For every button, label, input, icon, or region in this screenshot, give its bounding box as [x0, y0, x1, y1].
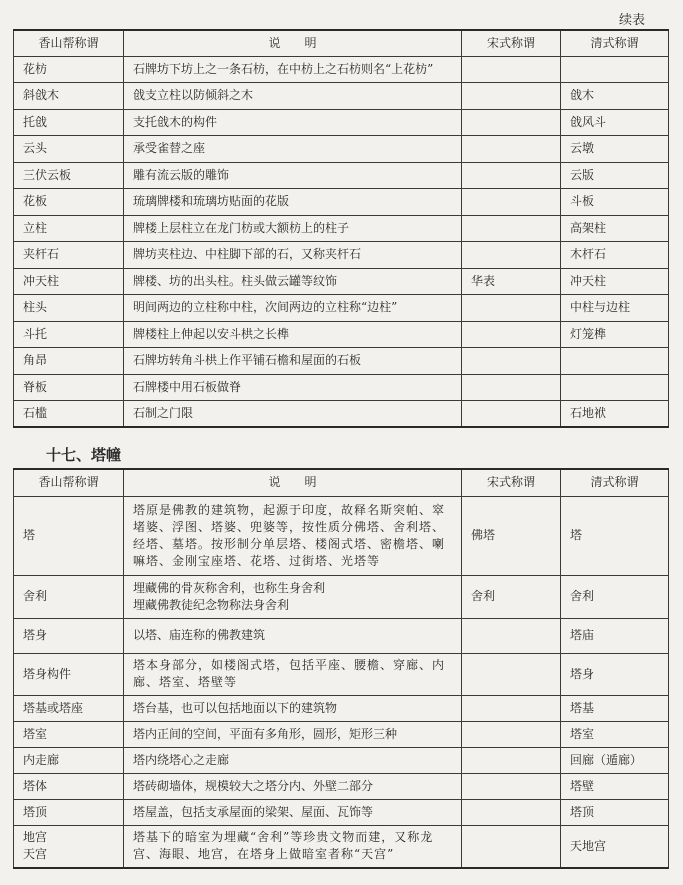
- cell-description: [124, 575, 462, 618]
- cell-qing: 塔顶: [561, 799, 669, 825]
- description-line: 塔台基，也可以包括地面以下的建筑物: [133, 700, 338, 715]
- cell-song: [462, 189, 561, 216]
- cell-term: 花枋: [14, 56, 124, 83]
- cell-qing: [561, 56, 669, 83]
- cell-song: [462, 162, 561, 189]
- header-xiangshan-term: 香山帮称谓: [14, 469, 124, 496]
- cell-qing: 塔室: [561, 721, 669, 747]
- cell-qing: 天地宫: [561, 825, 669, 868]
- table-row: [14, 721, 669, 747]
- cell-qing: 灯笼榫: [561, 321, 669, 348]
- terms-table-continued: [13, 29, 669, 428]
- cell-song: [462, 136, 561, 163]
- table-row: [14, 136, 669, 163]
- cell-qing: 石地袱: [561, 401, 669, 428]
- cell-song: [462, 721, 561, 747]
- description-line: 塔内正间的空间，平面有多角形，圆形，矩形三种: [133, 726, 398, 741]
- cell-description: [124, 773, 462, 799]
- cell-qing: 云版: [561, 162, 669, 189]
- cell-song: [462, 773, 561, 799]
- cell-term: 角昂: [14, 348, 124, 375]
- cell-term: 云头: [14, 136, 124, 163]
- cell-term: 塔基或塔座: [14, 695, 124, 721]
- table-row: [14, 773, 669, 799]
- continued-label: 续表: [618, 13, 645, 28]
- cell-description: [124, 618, 462, 653]
- table-row: [14, 496, 669, 575]
- cell-qing: 塔: [561, 496, 669, 575]
- cell-term: 花板: [14, 189, 124, 216]
- cell-qing: 云墩: [561, 136, 669, 163]
- cell-qing: 戗风斗: [561, 109, 669, 136]
- cell-qing: 塔庙: [561, 618, 669, 653]
- cell-term: 柱头: [14, 295, 124, 322]
- description-line: 塔内绕塔心之走廊: [133, 752, 230, 767]
- table-row: [14, 242, 669, 269]
- table-row: [14, 825, 669, 868]
- cell-term: 舍利: [14, 575, 124, 618]
- cell-description: [124, 496, 462, 575]
- description-line: 堵婆、浮图、塔婆、兜婆等，按性质分佛塔、舍利塔、: [133, 519, 446, 534]
- cell-description: 牌楼、坊的出头柱。柱头做云罐等纹饰: [124, 268, 462, 295]
- cell-term: 冲天柱: [14, 268, 124, 295]
- cell-description: 牌楼上层柱立在龙门枋或大额枋上的柱子: [124, 215, 462, 242]
- cell-term: 塔顶: [14, 799, 124, 825]
- cell-description: 支托戗木的构件: [124, 109, 462, 136]
- cell-qing: 高架柱: [561, 215, 669, 242]
- cell-description: 石牌坊下坊上之一条石枋，在中枋上之石枋则名“上花枋”: [124, 56, 462, 83]
- cell-term: 塔身构件: [14, 653, 124, 695]
- header-description: 说 明: [124, 469, 462, 496]
- description-line: 埋藏佛的骨灰称舍利，也称生身舍利: [133, 580, 326, 595]
- cell-term: 地宫 天宫: [14, 825, 124, 868]
- cell-description: 承受雀替之座: [124, 136, 462, 163]
- cell-song: [462, 825, 561, 868]
- cell-description: 牌坊夹柱边、中柱脚下部的石，又称夹杆石: [124, 242, 462, 269]
- cell-description: [124, 747, 462, 773]
- description-line: 塔屋盖，包括支承屋面的梁架、屋面、瓦饰等: [133, 804, 374, 819]
- cell-term: 立柱: [14, 215, 124, 242]
- description-line: 宫、海眼、地宫，在塔身上做暗室者称“天宫”: [133, 847, 395, 862]
- cell-song: [462, 295, 561, 322]
- cell-description: 戗支立柱以防倾斜之木: [124, 83, 462, 110]
- table-row: [14, 321, 669, 348]
- table-row: [14, 575, 669, 618]
- table-row: [14, 653, 669, 695]
- cell-description: [124, 825, 462, 868]
- cell-song: [462, 374, 561, 401]
- cell-description: [124, 653, 462, 695]
- table-row: [14, 189, 669, 216]
- cell-description: [124, 799, 462, 825]
- table-row: [14, 618, 669, 653]
- description-line: 以塔、庙连称的佛教建筑: [133, 628, 266, 642]
- table-row: [14, 374, 669, 401]
- cell-qing: 塔壁: [561, 773, 669, 799]
- table-row: [14, 268, 669, 295]
- description-line: 塔砖砌墙体，规模较大之塔分内、外壁二部分: [133, 778, 374, 793]
- table-header-row: [14, 469, 669, 496]
- cell-qing: 木杆石: [561, 242, 669, 269]
- cell-song: [462, 348, 561, 375]
- cell-term: 塔体: [14, 773, 124, 799]
- table-row: [14, 109, 669, 136]
- cell-description: 石制之门限: [124, 401, 462, 428]
- cell-term: 内走廊: [14, 747, 124, 773]
- header-description: 说 明: [124, 30, 462, 56]
- cell-song: [462, 321, 561, 348]
- cell-description: 石牌坊转角斗栱上作平铺石檐和屋面的石板: [124, 348, 462, 375]
- cell-song: [462, 799, 561, 825]
- cell-term: 夹杆石: [14, 242, 124, 269]
- table-header-row: [14, 30, 669, 56]
- cell-term: 石槛: [14, 401, 124, 428]
- table-row: [14, 83, 669, 110]
- cell-term: 脊板: [14, 374, 124, 401]
- cell-song: [462, 747, 561, 773]
- cell-song: 佛塔: [462, 496, 561, 575]
- table-row: [14, 295, 669, 322]
- cell-song: [462, 215, 561, 242]
- cell-description: 牌楼柱上伸起以安斗栱之长榫: [124, 321, 462, 348]
- cell-qing: 回廊（遁廊）: [561, 747, 669, 773]
- table-row: [14, 215, 669, 242]
- cell-song: 舍利: [462, 575, 561, 618]
- cell-term: 斗托: [14, 321, 124, 348]
- cell-description: [124, 721, 462, 747]
- pagoda-terms-table: [13, 468, 669, 869]
- cell-qing: [561, 374, 669, 401]
- cell-song: 华表: [462, 268, 561, 295]
- description-line: 塔基下的暗室为埋藏“舍利”等珍贵文物而建，又称龙: [133, 830, 434, 845]
- cell-song: [462, 401, 561, 428]
- cell-term: 塔身: [14, 618, 124, 653]
- cell-qing: 舍利: [561, 575, 669, 618]
- cell-term: 斜戗木: [14, 83, 124, 110]
- cell-song: [462, 618, 561, 653]
- header-qing-term: 清式称谓: [561, 469, 669, 496]
- description-line: 塔本身部分，如楼阁式塔，包括平座、腰檐、穿廊、内: [133, 658, 446, 672]
- description-line: 嘛塔、金刚宝座塔、花塔、过街塔、光塔等: [133, 553, 381, 568]
- cell-qing: 冲天柱: [561, 268, 669, 295]
- cell-term: 塔室: [14, 721, 124, 747]
- cell-term: 托戗: [14, 109, 124, 136]
- cell-qing: 中柱与边柱: [561, 295, 669, 322]
- table-row: [14, 799, 669, 825]
- header-qing-term: 清式称谓: [561, 30, 669, 56]
- header-xiangshan-term: 香山帮称谓: [14, 30, 124, 56]
- cell-term: 三伏云板: [14, 162, 124, 189]
- section-title: 十七、塔幢: [46, 446, 122, 464]
- cell-song: [462, 56, 561, 83]
- cell-song: [462, 83, 561, 110]
- cell-song: [462, 109, 561, 136]
- cell-description: 琉璃牌楼和琉璃坊贴面的花版: [124, 189, 462, 216]
- table-row: [14, 348, 669, 375]
- table-row: [14, 695, 669, 721]
- header-song-term: 宋式称谓: [462, 469, 561, 496]
- cell-term: 塔: [14, 496, 124, 575]
- description-line: 经塔、墓塔。按形制分单层塔、楼阁式塔、密檐塔、喇: [133, 536, 446, 551]
- table-row: [14, 56, 669, 83]
- table-row: [14, 162, 669, 189]
- cell-qing: [561, 348, 669, 375]
- cell-song: [462, 653, 561, 695]
- cell-description: 雕有流云版的雕饰: [124, 162, 462, 189]
- cell-qing: 斗板: [561, 189, 669, 216]
- cell-description: 石牌楼中用石板做脊: [124, 374, 462, 401]
- description-line: 埋藏佛教徒纪念物称法身舍利: [133, 597, 290, 612]
- description-line: 塔原是佛教的建筑物，起源于印度，故释名斯突帕、窣: [133, 502, 446, 517]
- cell-song: [462, 695, 561, 721]
- table-row: [14, 401, 669, 428]
- cell-qing: 戗木: [561, 83, 669, 110]
- header-song-term: 宋式称谓: [462, 30, 561, 56]
- cell-qing: 塔身: [561, 653, 669, 695]
- cell-description: [124, 695, 462, 721]
- table-row: [14, 747, 669, 773]
- cell-description: 明间两边的立柱称中柱，次间两边的立柱称“边柱”: [124, 295, 462, 322]
- description-line: 廊、塔室、塔壁等: [133, 675, 238, 689]
- cell-song: [462, 242, 561, 269]
- cell-qing: 塔基: [561, 695, 669, 721]
